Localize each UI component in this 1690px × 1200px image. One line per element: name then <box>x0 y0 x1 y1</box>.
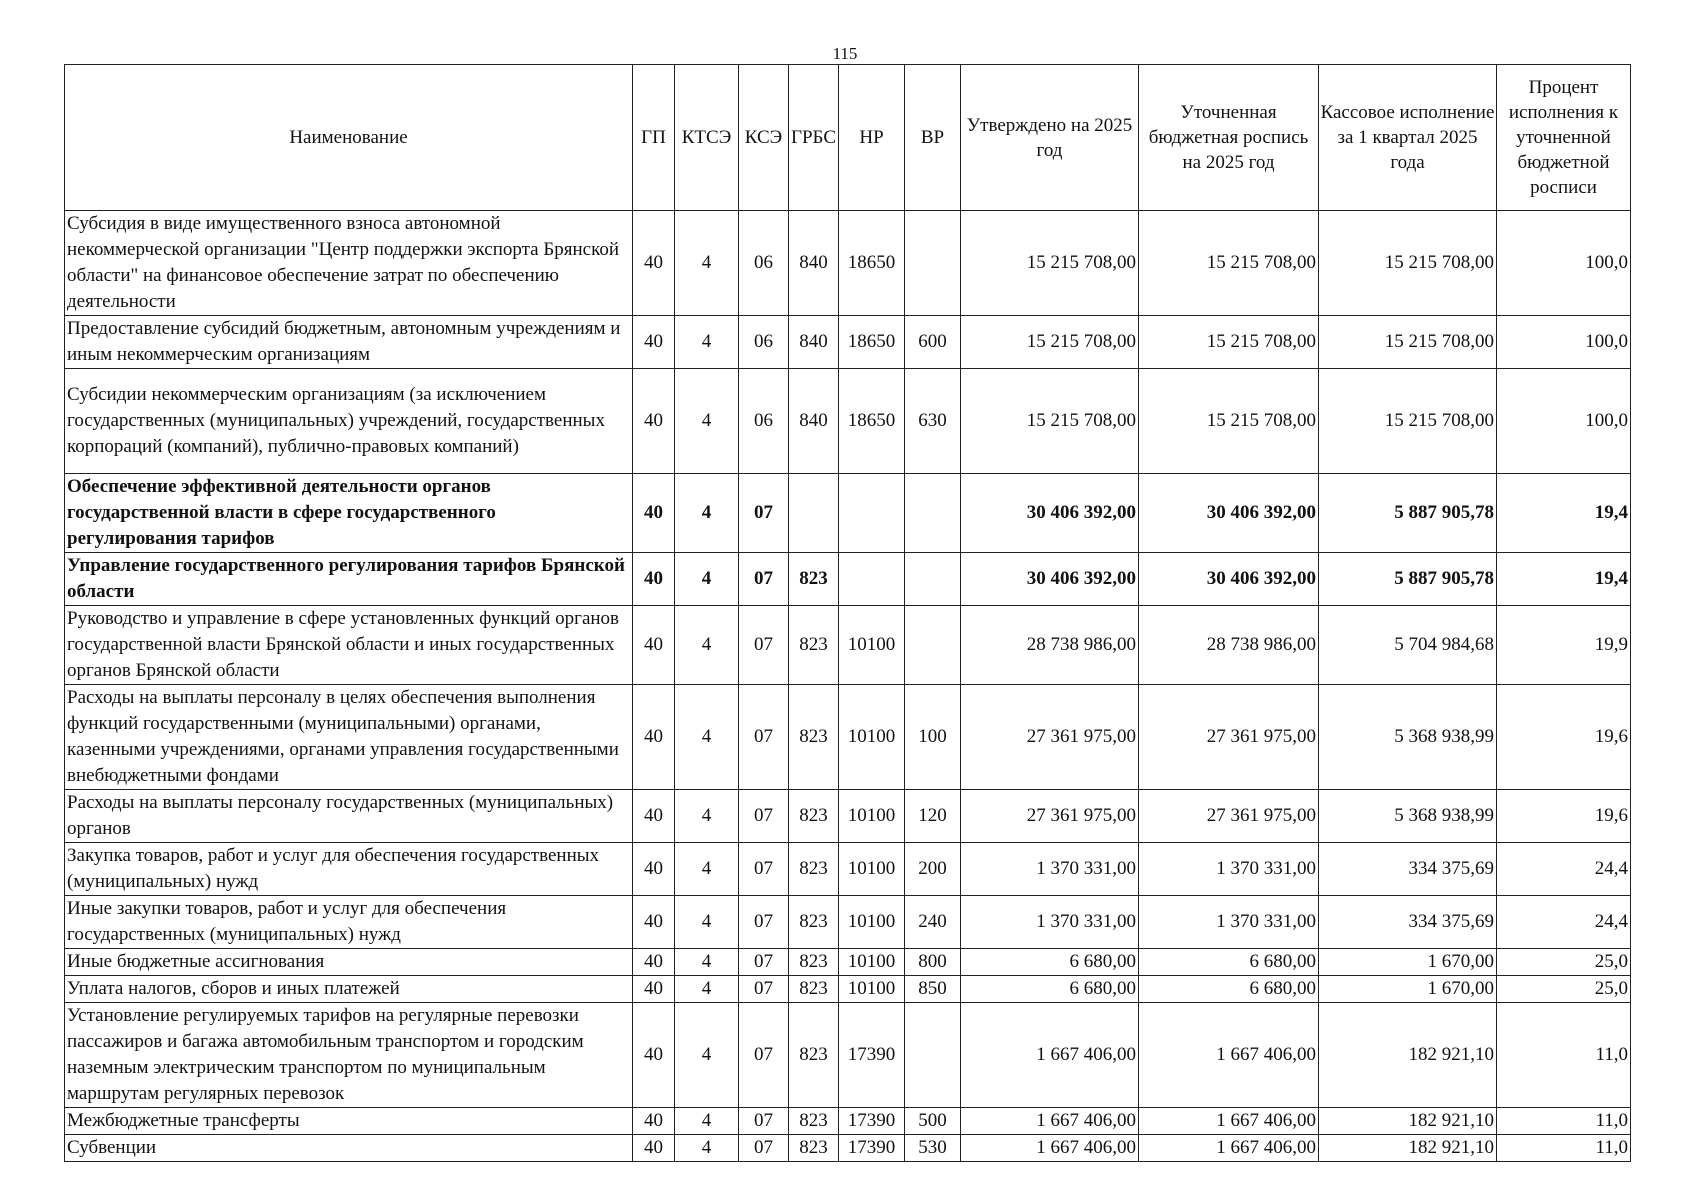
row-kse: 07 <box>739 1003 789 1108</box>
row-refined: 1 667 406,00 <box>1139 1003 1319 1108</box>
row-np: 10100 <box>839 685 905 790</box>
row-cash: 1 670,00 <box>1319 976 1497 1003</box>
row-vr: 240 <box>905 896 961 949</box>
row-gp: 40 <box>633 685 675 790</box>
table-row <box>65 553 1631 606</box>
row-vr: 850 <box>905 976 961 1003</box>
row-grbs: 823 <box>789 949 839 976</box>
row-cash: 182 921,10 <box>1319 1108 1497 1135</box>
row-percent: 19,9 <box>1497 606 1631 685</box>
row-vr <box>905 553 961 606</box>
row-name: Закупка товаров, работ и услуг для обеспечения государственных (муниципальных) нужд <box>65 843 633 896</box>
row-kse: 07 <box>739 685 789 790</box>
row-name: Субсидии некоммерческим организациям (за исключением государственных (муниципальных) учреждений, государственных корпораций (компаний), публично-правовых компаний) <box>65 369 633 474</box>
row-gp: 40 <box>633 949 675 976</box>
row-np: 17390 <box>839 1135 905 1162</box>
row-ktse: 4 <box>675 553 739 606</box>
header-cash: Кассовое исполнение за 1 квартал 2025 года <box>1319 65 1497 211</box>
row-gp: 40 <box>633 474 675 553</box>
row-name: Расходы на выплаты персоналу в целях обеспечения выполнения функций государственными (муниципальными) органами, казенными учреждениями, органами управления государственными внебюджетными фондами <box>65 685 633 790</box>
row-cash: 15 215 708,00 <box>1319 316 1497 369</box>
row-kse: 06 <box>739 369 789 474</box>
row-cash: 5 368 938,99 <box>1319 685 1497 790</box>
row-refined: 15 215 708,00 <box>1139 369 1319 474</box>
row-gp: 40 <box>633 211 675 316</box>
row-ktse: 4 <box>675 949 739 976</box>
row-vr <box>905 606 961 685</box>
row-refined: 1 667 406,00 <box>1139 1108 1319 1135</box>
row-vr <box>905 1003 961 1108</box>
row-approved: 15 215 708,00 <box>961 211 1139 316</box>
row-refined: 30 406 392,00 <box>1139 553 1319 606</box>
header-kse: КСЭ <box>739 65 789 211</box>
row-name: Предоставление субсидий бюджетным, автономным учреждениям и иным некоммерческим организациям <box>65 316 633 369</box>
row-refined: 1 370 331,00 <box>1139 896 1319 949</box>
row-name: Расходы на выплаты персоналу государственных (муниципальных) органов <box>65 790 633 843</box>
row-percent: 100,0 <box>1497 369 1631 474</box>
row-approved: 27 361 975,00 <box>961 790 1139 843</box>
row-cash: 334 375,69 <box>1319 896 1497 949</box>
row-grbs: 840 <box>789 316 839 369</box>
row-approved: 28 738 986,00 <box>961 606 1139 685</box>
row-kse: 07 <box>739 949 789 976</box>
row-name: Установление регулируемых тарифов на регулярные перевозки пассажиров и багажа автомобильным транспортом и городским наземным электрическим транспортом по муниципальным маршрутам регулярных перевозок <box>65 1003 633 1108</box>
row-np <box>839 474 905 553</box>
table-row <box>65 316 1631 369</box>
row-grbs: 823 <box>789 606 839 685</box>
row-vr <box>905 211 961 316</box>
row-gp: 40 <box>633 1003 675 1108</box>
table-row <box>65 1135 1631 1162</box>
row-gp: 40 <box>633 316 675 369</box>
row-percent: 24,4 <box>1497 843 1631 896</box>
row-ktse: 4 <box>675 211 739 316</box>
row-vr: 530 <box>905 1135 961 1162</box>
row-refined: 28 738 986,00 <box>1139 606 1319 685</box>
row-cash: 5 368 938,99 <box>1319 790 1497 843</box>
row-approved: 1 667 406,00 <box>961 1108 1139 1135</box>
row-grbs: 823 <box>789 1135 839 1162</box>
header-name: Наименование <box>65 65 633 211</box>
row-refined: 27 361 975,00 <box>1139 790 1319 843</box>
row-ktse: 4 <box>675 316 739 369</box>
row-refined: 27 361 975,00 <box>1139 685 1319 790</box>
row-ktse: 4 <box>675 369 739 474</box>
row-np: 10100 <box>839 976 905 1003</box>
header-ktse: КТСЭ <box>675 65 739 211</box>
row-percent: 11,0 <box>1497 1135 1631 1162</box>
row-refined: 1 370 331,00 <box>1139 843 1319 896</box>
row-np: 18650 <box>839 316 905 369</box>
table-row <box>65 1003 1631 1108</box>
row-cash: 182 921,10 <box>1319 1003 1497 1108</box>
row-cash: 334 375,69 <box>1319 843 1497 896</box>
row-kse: 07 <box>739 606 789 685</box>
row-name: Иные бюджетные ассигнования <box>65 949 633 976</box>
row-approved: 1 370 331,00 <box>961 896 1139 949</box>
header-grbs: ГРБС <box>789 65 839 211</box>
row-vr: 120 <box>905 790 961 843</box>
row-np: 10100 <box>839 843 905 896</box>
row-vr: 800 <box>905 949 961 976</box>
table-row <box>65 369 1631 474</box>
row-percent: 11,0 <box>1497 1003 1631 1108</box>
row-ktse: 4 <box>675 685 739 790</box>
row-np: 18650 <box>839 211 905 316</box>
row-refined: 30 406 392,00 <box>1139 474 1319 553</box>
table-row <box>65 606 1631 685</box>
row-approved: 6 680,00 <box>961 949 1139 976</box>
row-ktse: 4 <box>675 1108 739 1135</box>
row-percent: 25,0 <box>1497 976 1631 1003</box>
row-approved: 30 406 392,00 <box>961 553 1139 606</box>
row-np <box>839 553 905 606</box>
row-ktse: 4 <box>675 790 739 843</box>
row-grbs: 823 <box>789 896 839 949</box>
row-gp: 40 <box>633 1135 675 1162</box>
header-approved: Утверждено на 2025 год <box>961 65 1139 211</box>
row-refined: 1 667 406,00 <box>1139 1135 1319 1162</box>
row-kse: 07 <box>739 553 789 606</box>
row-grbs: 823 <box>789 843 839 896</box>
row-cash: 182 921,10 <box>1319 1135 1497 1162</box>
row-kse: 07 <box>739 790 789 843</box>
row-np: 10100 <box>839 949 905 976</box>
row-np: 17390 <box>839 1003 905 1108</box>
row-cash: 1 670,00 <box>1319 949 1497 976</box>
row-kse: 07 <box>739 976 789 1003</box>
row-name: Субсидия в виде имущественного взноса автономной некоммерческой организации "Центр поддержки экспорта Брянской области" на финансовое обеспечение затрат по обеспечению деятельности <box>65 211 633 316</box>
row-gp: 40 <box>633 1108 675 1135</box>
row-ktse: 4 <box>675 976 739 1003</box>
row-approved: 15 215 708,00 <box>961 316 1139 369</box>
row-grbs <box>789 474 839 553</box>
table-row <box>65 1108 1631 1135</box>
row-refined: 6 680,00 <box>1139 949 1319 976</box>
row-np: 10100 <box>839 896 905 949</box>
row-grbs: 840 <box>789 211 839 316</box>
row-grbs: 823 <box>789 1003 839 1108</box>
header-vr: ВР <box>905 65 961 211</box>
row-grbs: 823 <box>789 553 839 606</box>
row-name: Обеспечение эффективной деятельности органов государственной власти в сфере государственного регулирования тарифов <box>65 474 633 553</box>
row-name: Субвенции <box>65 1135 633 1162</box>
row-vr: 200 <box>905 843 961 896</box>
row-np: 18650 <box>839 369 905 474</box>
row-percent: 19,6 <box>1497 790 1631 843</box>
row-approved: 15 215 708,00 <box>961 369 1139 474</box>
row-percent: 19,6 <box>1497 685 1631 790</box>
row-kse: 07 <box>739 843 789 896</box>
row-approved: 30 406 392,00 <box>961 474 1139 553</box>
row-approved: 1 667 406,00 <box>961 1135 1139 1162</box>
row-refined: 15 215 708,00 <box>1139 316 1319 369</box>
row-grbs: 823 <box>789 685 839 790</box>
row-name: Межбюджетные трансферты <box>65 1108 633 1135</box>
row-kse: 06 <box>739 316 789 369</box>
row-vr: 630 <box>905 369 961 474</box>
row-kse: 07 <box>739 1135 789 1162</box>
row-gp: 40 <box>633 553 675 606</box>
row-np: 10100 <box>839 790 905 843</box>
row-name: Уплата налогов, сборов и иных платежей <box>65 976 633 1003</box>
row-percent: 24,4 <box>1497 896 1631 949</box>
table-row <box>65 474 1631 553</box>
row-grbs: 823 <box>789 976 839 1003</box>
row-name: Руководство и управление в сфере установленных функций органов государственной власти Брянской области и иных государственных органов Брянской области <box>65 606 633 685</box>
row-gp: 40 <box>633 790 675 843</box>
row-kse: 07 <box>739 1108 789 1135</box>
budget-table <box>64 64 1631 1162</box>
row-grbs: 840 <box>789 369 839 474</box>
table-row <box>65 896 1631 949</box>
row-approved: 6 680,00 <box>961 976 1139 1003</box>
row-percent: 100,0 <box>1497 316 1631 369</box>
row-approved: 1 370 331,00 <box>961 843 1139 896</box>
row-percent: 11,0 <box>1497 1108 1631 1135</box>
table-row <box>65 211 1631 316</box>
header-np: НР <box>839 65 905 211</box>
header-gp: ГП <box>633 65 675 211</box>
row-percent: 25,0 <box>1497 949 1631 976</box>
row-ktse: 4 <box>675 843 739 896</box>
row-np: 10100 <box>839 606 905 685</box>
row-approved: 1 667 406,00 <box>961 1003 1139 1108</box>
row-percent: 100,0 <box>1497 211 1631 316</box>
row-refined: 15 215 708,00 <box>1139 211 1319 316</box>
row-vr: 500 <box>905 1108 961 1135</box>
row-ktse: 4 <box>675 1003 739 1108</box>
table-row <box>65 976 1631 1003</box>
row-grbs: 823 <box>789 1108 839 1135</box>
row-cash: 15 215 708,00 <box>1319 211 1497 316</box>
row-ktse: 4 <box>675 606 739 685</box>
page-number: 115 <box>832 44 858 63</box>
row-gp: 40 <box>633 843 675 896</box>
row-name: Иные закупки товаров, работ и услуг для обеспечения государственных (муниципальных) нужд <box>65 896 633 949</box>
row-vr: 100 <box>905 685 961 790</box>
row-kse: 07 <box>739 474 789 553</box>
row-grbs: 823 <box>789 790 839 843</box>
row-gp: 40 <box>633 369 675 474</box>
row-name: Управление государственного регулирования тарифов Брянской области <box>65 553 633 606</box>
table-row <box>65 790 1631 843</box>
row-gp: 40 <box>633 896 675 949</box>
row-percent: 19,4 <box>1497 474 1631 553</box>
row-ktse: 4 <box>675 1135 739 1162</box>
row-approved: 27 361 975,00 <box>961 685 1139 790</box>
row-kse: 06 <box>739 211 789 316</box>
row-cash: 15 215 708,00 <box>1319 369 1497 474</box>
row-kse: 07 <box>739 896 789 949</box>
table-row <box>65 949 1631 976</box>
row-cash: 5 887 905,78 <box>1319 474 1497 553</box>
row-vr <box>905 474 961 553</box>
row-refined: 6 680,00 <box>1139 976 1319 1003</box>
header-refined: Уточненная бюджетная роспись на 2025 год <box>1139 65 1319 211</box>
row-vr: 600 <box>905 316 961 369</box>
row-cash: 5 704 984,68 <box>1319 606 1497 685</box>
header-row <box>65 65 1631 211</box>
row-gp: 40 <box>633 606 675 685</box>
row-ktse: 4 <box>675 474 739 553</box>
header-percent: Процент исполнения к уточненной бюджетной росписи <box>1497 65 1631 211</box>
table-row <box>65 685 1631 790</box>
row-cash: 5 887 905,78 <box>1319 553 1497 606</box>
table-row <box>65 843 1631 896</box>
row-np: 17390 <box>839 1108 905 1135</box>
row-ktse: 4 <box>675 896 739 949</box>
row-percent: 19,4 <box>1497 553 1631 606</box>
row-gp: 40 <box>633 976 675 1003</box>
